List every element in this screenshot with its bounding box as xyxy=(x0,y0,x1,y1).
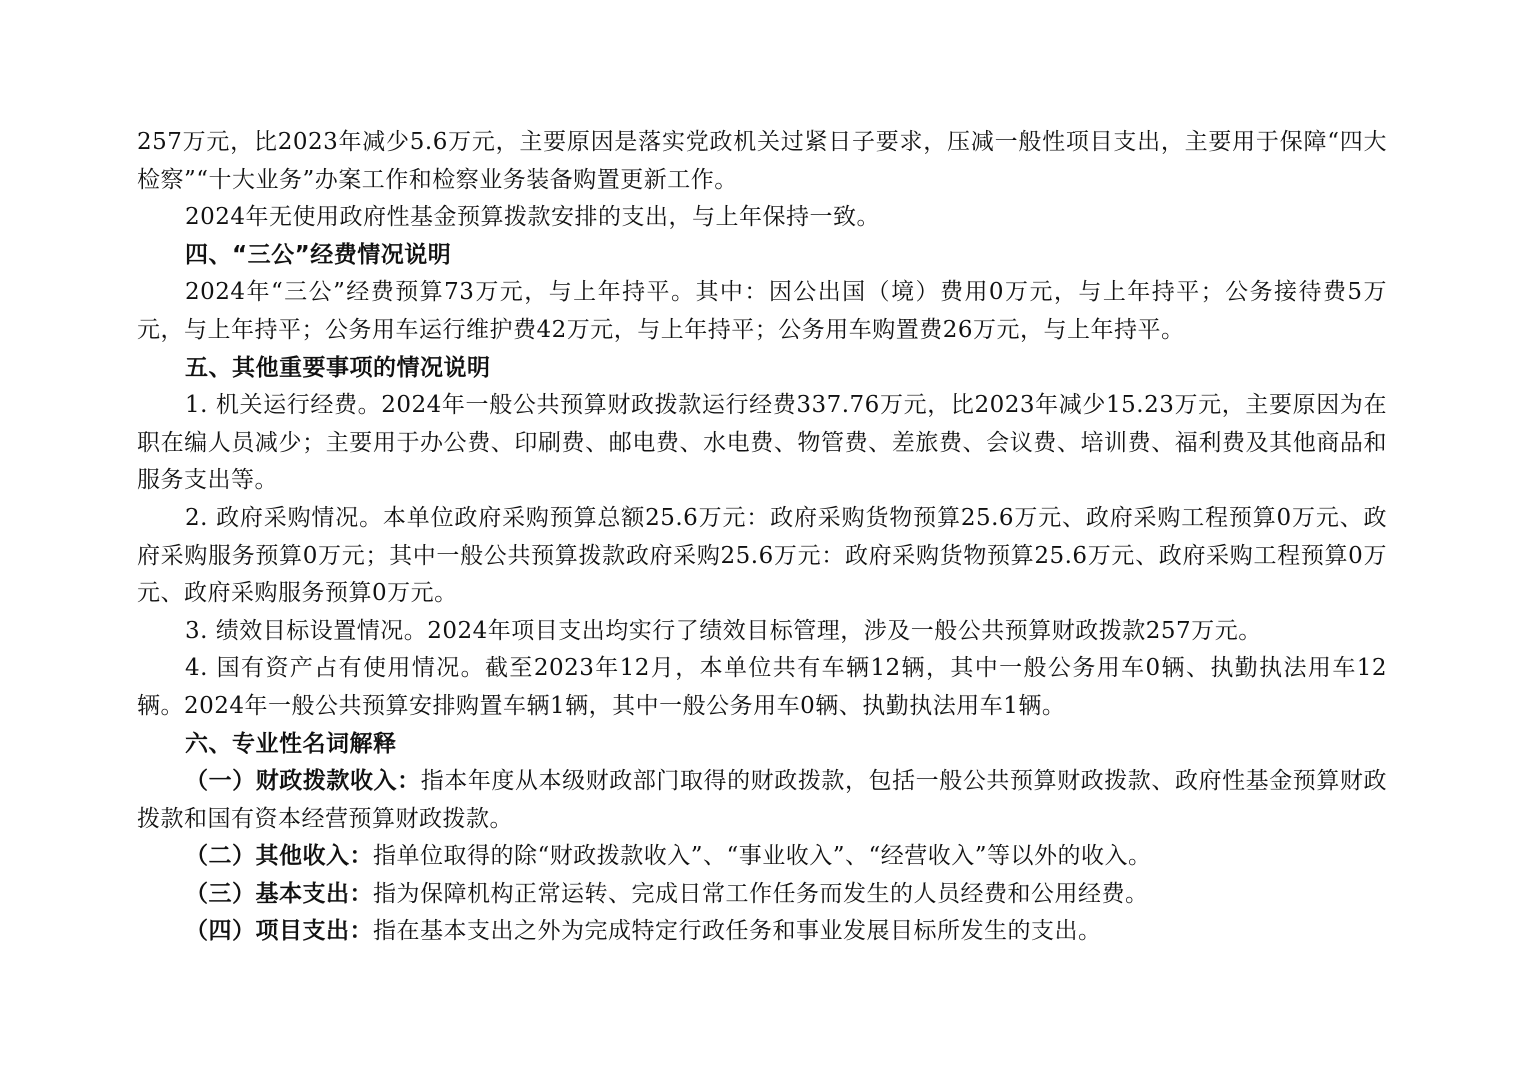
term-definition-project-expenditure xyxy=(137,913,1387,951)
paragraph-expense-continuation: 257万元，比2023年减少5.6万元，主要原因是落实党政机关过紧日子要求，压减一般性项目支出，主要用于保障“四大检察”“十大业务”办案工作和检察业务装备购置更新工作。 xyxy=(137,129,1387,193)
term-text: 指在基本支出之外为完成特定行政任务和事业发展目标所发生的支出。 xyxy=(373,918,1102,945)
term-label: （一）财政拨款收入： xyxy=(185,768,421,795)
term-definition-other-income xyxy=(137,838,1387,876)
section-heading-terminology: 六、专业性名词解释 xyxy=(185,730,397,757)
paragraph-government-procurement: 2. 政府采购情况。本单位政府采购预算总额25.6万元：政府采购货物预算25.6万元、政府采购工程预算0万元、政府采购服务预算0万元；其中一般公共预算拨款政府采购25.6万元：政府采购货物预算25.6万元、政府采购工程预算0万元、政府采购服务预算0万元。 xyxy=(137,504,1387,607)
paragraph-state-assets: 4. 国有资产占有使用情况。截至2023年12月，本单位共有车辆12辆，其中一般公务用车0辆、执勤执法用车12辆。2024年一般公共预算安排购置车辆1辆，其中一般公务用车0辆、执勤执法用车1辆。 xyxy=(137,655,1387,719)
term-definition-fiscal-income xyxy=(137,763,1387,838)
document-body xyxy=(137,124,1387,951)
term-label: （四）项目支出： xyxy=(185,918,373,945)
term-definition-basic-expenditure xyxy=(137,876,1387,914)
term-text: 指单位取得的除“财政拨款收入”、“事业收入”、“经营收入”等以外的收入。 xyxy=(373,843,1152,870)
term-text: 指本年度从本级财政部门取得的财政拨款，包括一般公共预算财政拨款、政府性基金预算财政拨款和国有资本经营预算财政拨款。 xyxy=(137,768,1388,832)
section-heading-three-public: 四、“三公”经费情况说明 xyxy=(185,241,452,268)
paragraph-government-fund: 2024年无使用政府性基金预算拨款安排的支出，与上年保持一致。 xyxy=(185,204,881,231)
term-text: 指为保障机构正常运转、完成日常工作任务而发生的人员经费和公用经费。 xyxy=(373,880,1149,907)
paragraph-performance-targets: 3. 绩效目标设置情况。2024年项目支出均实行了绩效目标管理，涉及一般公共预算财政拨款257万元。 xyxy=(185,617,1262,644)
term-label: （二）其他收入： xyxy=(185,843,373,870)
section-heading-other-matters: 五、其他重要事项的情况说明 xyxy=(185,354,491,381)
paragraph-three-public-expenses: 2024年“三公”经费预算73万元，与上年持平。其中：因公出国（境）费用0万元，与上年持平；公务接待费5万元，与上年持平；公务用车运行维护费42万元，与上年持平；公务用车购置费26万元，与上年持平。 xyxy=(137,279,1387,343)
paragraph-operating-expenses: 1. 机关运行经费。2024年一般公共预算财政拨款运行经费337.76万元，比2023年减少15.23万元，主要原因为在职在编人员减少；主要用于办公费、印刷费、邮电费、水电费、物管费、差旅费、会议费、培训费、福利费及其他商品和服务支出等。 xyxy=(137,392,1387,494)
term-label: （三）基本支出： xyxy=(185,880,373,907)
